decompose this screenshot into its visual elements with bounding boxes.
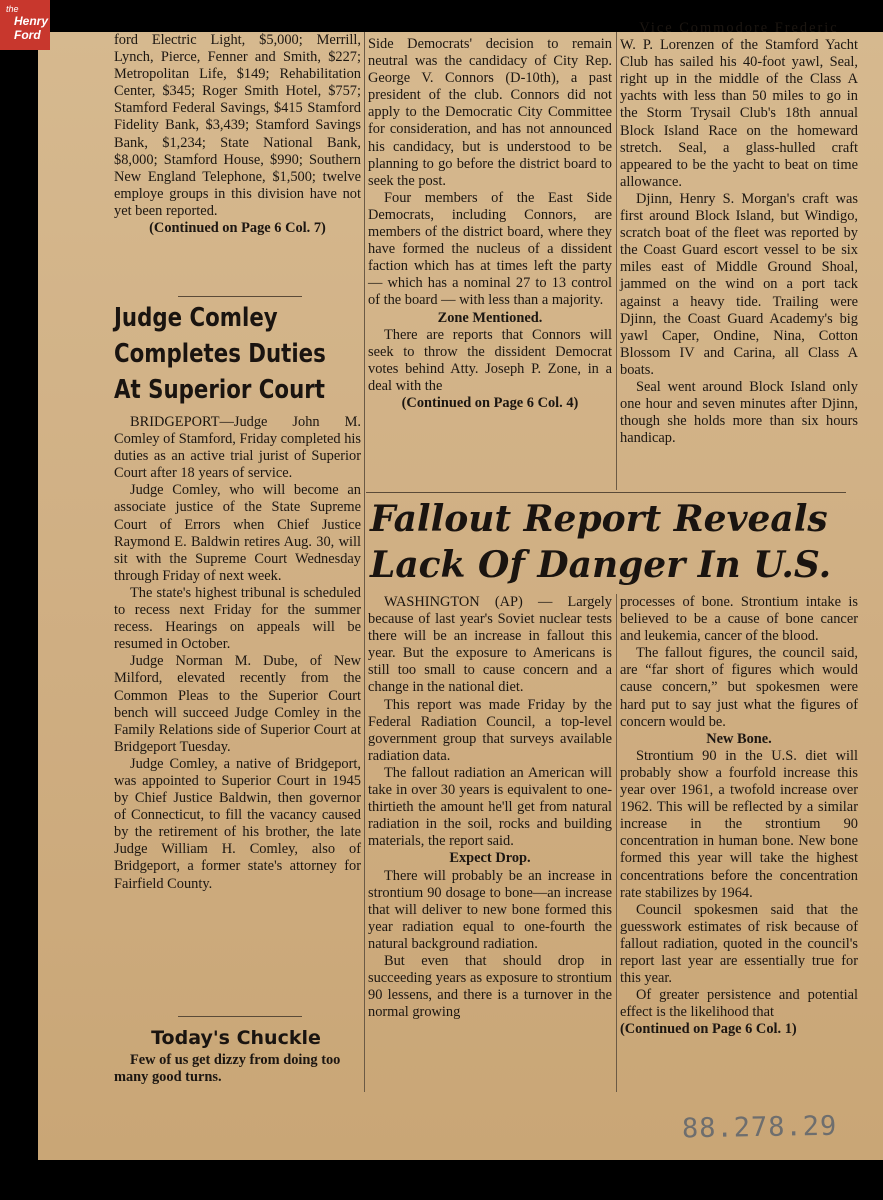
col2-subhead: Zone Mentioned. (437, 309, 543, 326)
fallout-headline-line-2: Lack Of Danger In U.S. (370, 544, 832, 586)
col3-paragraph: Djinn, Henry S. Morgan's craft was first around Block Island, but Windigo, scratch boat of the fleet was reported by the Coast Guard escort vessel to be six miles east of Middle Ground Shoal, jammed on the wind on a port tack against a heavy tide. Trailing were Djinn, the Coast Guard Academy's big yawl Caper, Ondine, Nina, Cotton Blossom IV and Carina, all Class A boats. (620, 190, 858, 378)
comley-headline-line-3: At Superior Court (114, 375, 325, 405)
logo-text-henry: Henry (14, 14, 49, 28)
comley-headline (114, 300, 326, 408)
fallout-paragraph: There will probably be an increase in strontium 90 dosage to bone—an increase that will deliver to new bone formed this year radiation equal to one-fourth the natural background radiation. (368, 867, 612, 952)
col1-continued-line: (Continued on Page 6 Col. 7) (149, 220, 326, 237)
comley-article-body (114, 414, 361, 1010)
column-rule (616, 594, 617, 1092)
fallout-paragraph: Council spokesmen said that the guesswork estimates of risk because of fallout radiation, quoted in the council's report last year are essentially true for this year. (620, 901, 858, 987)
chuckle-title: Today's Chuckle (151, 1027, 321, 1049)
divider-short (178, 296, 302, 297)
fallout-headline (370, 496, 870, 588)
col3-paragraph: Seal went around Block Island only one hour and seven minutes after Djinn, though she holds more than six hours handicap. (620, 378, 858, 447)
fallout-paragraph: The fallout figures, the council said, are “far short of figures which would cause concern,” but spokesmen were hard put to say just what the figures of concern would be. (620, 645, 858, 730)
fallout-paragraph: Of greater persistence and potential effect is the likelihood that (620, 987, 858, 1021)
fallout-column-a (368, 594, 612, 1092)
comley-headline-line-1: Judge Comley (114, 303, 278, 333)
col2-paragraph: Side Democrats' decision to remain neutral was the candidacy of City Rep. George V. Connors (D-10th), a past president of the club. Connors did not apply to the Democratic City Committee for consideration, and has not announced his candidacy, but is understood to be planning to go before the district board to seek the post. (368, 36, 612, 189)
chuckle-body: Few of us get dizzy from doing too many good turns. (114, 1052, 341, 1085)
comley-paragraph: The state's highest tribunal is scheduled to recess next Friday for the summer recess. Hearings on appeals will be resumed in October. (114, 584, 361, 653)
logo-text-the: the (6, 4, 19, 14)
col2-paragraph: There are reports that Connors will seek to throw the dissident Democrat votes behind Atty. Joseph P. Zone, in a deal with the (368, 326, 612, 394)
col1-top-paragraph: ford Electric Light, $5,000; Merrill, Lynch, Pierce, Fenner and Smith, $227; Metropolitan Life, $149; Rehabilitation Center, $345; Roger Smith Hotel, $757; Stamford Federal Savings, $415 Stamford Fidelity Bank, $3,439; Stamford Savings Bank, $1,234; State National Bank, $8,000; Stamford House, $990; Southern New England Telephone, $1,500; twelve employe groups in this division have not yet been reported. (114, 32, 361, 219)
comley-paragraph: BRIDGEPORT—Judge John M. Comley of Stamford, Friday completed his duties as an active trial jurist of Superior Court after 18 years of service. (114, 414, 362, 482)
fallout-paragraph: processes of bone. Strontium intake is believed to be a cause of bone cancer and leukemia, cancer of the blood. (620, 594, 858, 645)
henry-ford-logo (0, 0, 50, 50)
divider-short (178, 1016, 302, 1017)
accession-number: 88.278.29 (681, 1110, 838, 1145)
col2-top-article (368, 36, 612, 492)
column-rule (616, 32, 617, 490)
section-divider (366, 492, 846, 493)
fallout-paragraph: This report was made Friday by the Federal Radiation Council, a top-level government group that surveys available radiation data. (368, 696, 612, 764)
col3-top-article (620, 20, 858, 492)
comley-paragraph: Judge Comley, a native of Bridgeport, was appointed to Superior Court in 1945 by Chief Justice Baldwin, then governor of Connecticut, to fill the vacancy caused by the retirement of his brother, the late Judge William H. Comley, also of Bridgeport, a former state's attorney for Fairfield County. (114, 755, 361, 892)
fallout-subhead: New Bone. (706, 730, 772, 747)
fallout-paragraph: The fallout radiation an American will take in over 30 years is equivalent to one-thirtieth the amount he'll get from natural radiation in the soil, rocks and building materials, the report said. (368, 764, 612, 850)
comley-headline-line-2: Completes Duties (114, 339, 326, 369)
comley-paragraph: Judge Norman M. Dube, of New Milford, elevated recently from the Common Pleas to the Superior Court bench will succeed Judge Comley in the Family Relations side of Superior Court at Bridgeport Tuesday. (114, 653, 361, 755)
fallout-column-b (620, 594, 858, 1092)
fallout-headline-line-1: Fallout Report Reveals (370, 498, 828, 540)
col2-continued-line: (Continued on Page 6 Col. 4) (401, 394, 579, 411)
column-rule (364, 32, 365, 1092)
col2-paragraph: Four members of the East Side Democrats, including Connors, are members of the district board, where they have formed the nucleus of a dissident faction which has at times left the party — which has a nominal 27 to 13 control of the board — with less than a majority. (368, 189, 612, 309)
fallout-paragraph: Strontium 90 in the U.S. diet will probably show a fourfold increase this year over 1961, a twofold increase over 1962. This will be reflected by a similar increase in the strontium 90 concentration in human bone. New bone formed this year will take the highest concentrations before the concentration rate stabilizes by 1964. (620, 747, 858, 901)
fallout-paragraph: But even that should drop in succeeding years as exposure to strontium 90 lessens, and there is a turnover in the normal growing (368, 952, 612, 1021)
logo-text-ford: Ford (14, 28, 41, 42)
comley-paragraph: Judge Comley, who will become an associate justice of the State Supreme Court of Errors when Chief Justice Raymond E. Baldwin retires Aug. 30, will sit with the Supreme Court Wednesday through Friday of next week. (114, 482, 361, 584)
col3-first-line: Vice Commodore Frederic (639, 20, 839, 36)
fallout-paragraph: WASHINGTON (AP) — Largely because of last year's Soviet nuclear tests there will be an increase in fallout this year. But the exposure to Americans is still too small to cause concern and a change in the national diet. (368, 594, 612, 696)
col1-top-article (114, 32, 361, 290)
fallout-continued-line: (Continued on Page 6 Col. 1) (620, 1021, 797, 1038)
col3-paragraph: W. P. Lorenzen of the Stamford Yacht Club has sailed his 40-foot yawl, Seal, right up in the middle of the Class A yachts with less than 50 miles to go in the Storm Trysail Club's 18th annual Block Island Race on the homeward stretch. Seal, a glass-hulled craft appeared to be the yacht to beat on time allowance. (620, 37, 858, 190)
fallout-subhead: Expect Drop. (449, 850, 531, 867)
